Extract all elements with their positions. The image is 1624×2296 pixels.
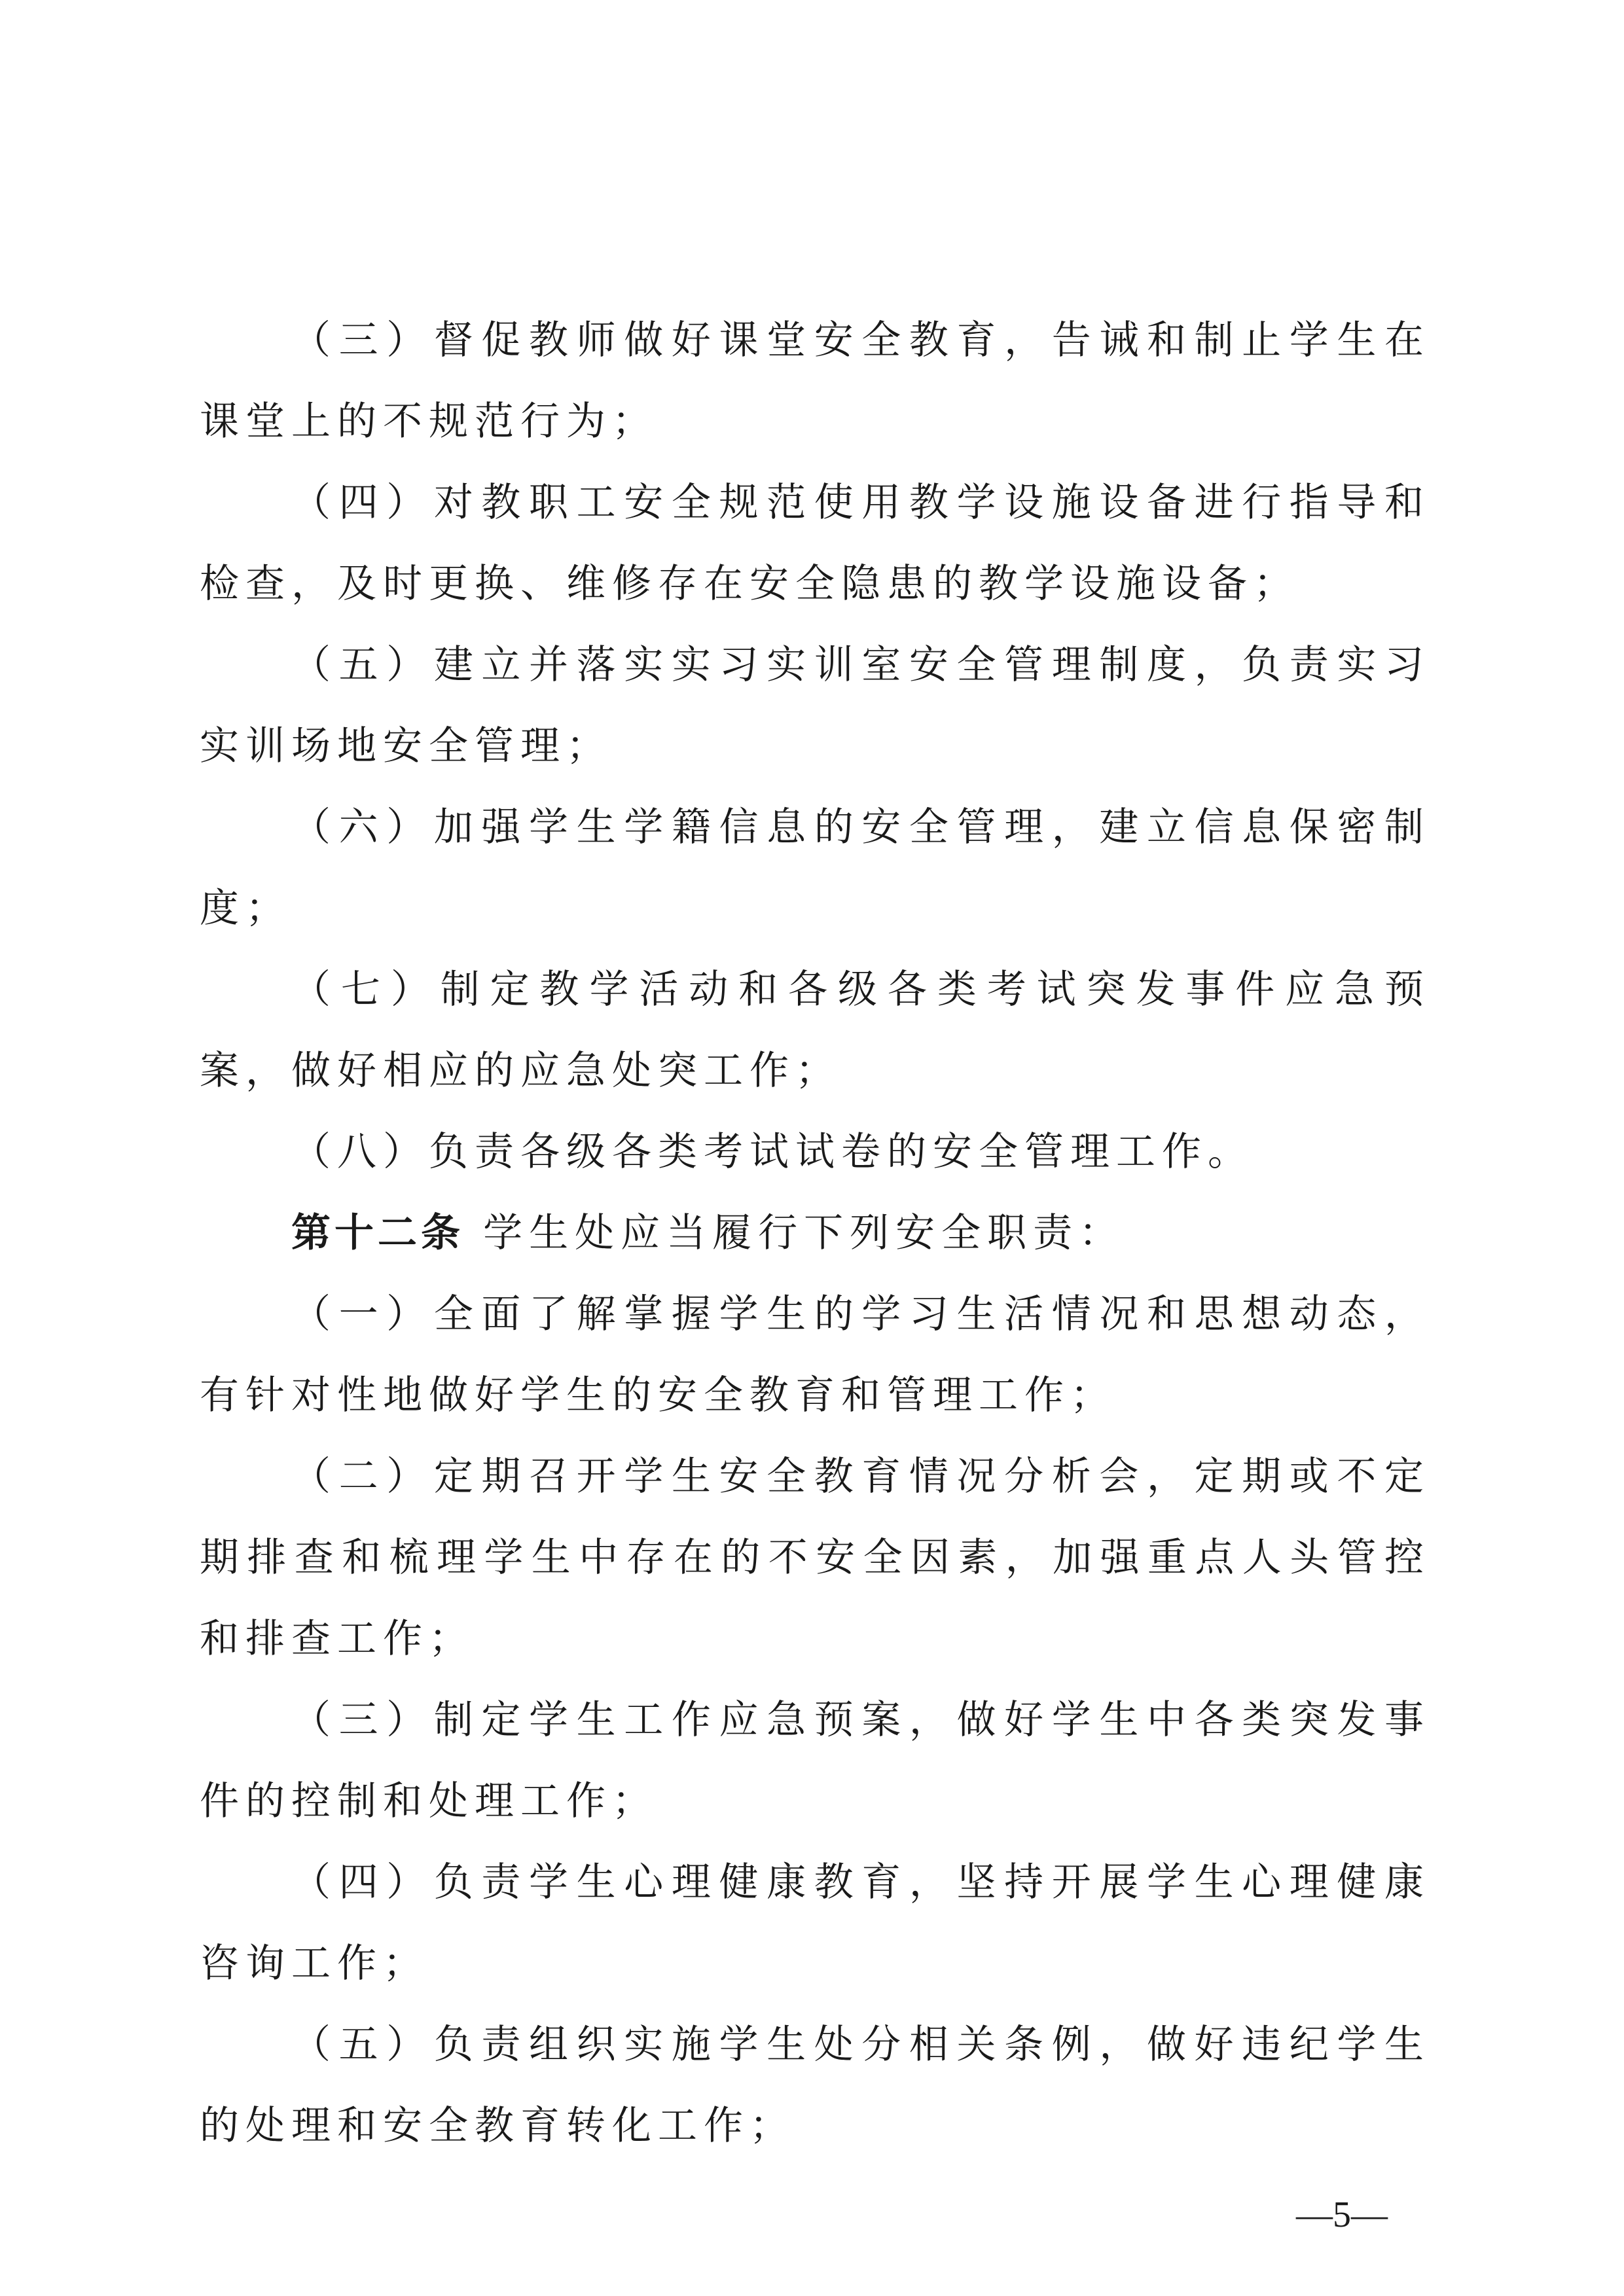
paragraph-article-12: 第十二条 学生处应当履行下列安全职责： (291, 1210, 1125, 1256)
paragraph-item-7-clause: （七）制定教学活动和各级各类考试突发事件应急预案，做好相应的应急处突工作； (200, 967, 1430, 1094)
page-number: —5— (1296, 2195, 1388, 2235)
paragraph-item-6-clause: （六）加强学生学籍信息的安全管理，建立信息保密制度； (200, 804, 1430, 931)
paragraph-item-3-duty: （三）制定学生工作应急预案，做好学生中各类突发事件的控制和处理工作； (200, 1697, 1430, 1824)
paragraph-item-2-duty: （二）定期召开学生安全教育情况分析会，定期或不定期排查和梳理学生中存在的不安全因素，加强重点人头管控和排查工作； (200, 1454, 1430, 1662)
article-heading: 第十二条 (291, 1210, 464, 1256)
paragraph-item-8-clause: （八）负责各级各类考试试卷的安全管理工作。 (291, 1129, 1254, 1175)
paragraph-item-5-duty: （五）负责组织实施学生处分相关条例，做好违纪学生的处理和安全教育转化工作； (200, 2022, 1430, 2149)
paragraph-item-5-clause: （五）建立并落实实习实训室安全管理制度，负责实习实训场地安全管理； (200, 642, 1430, 769)
body-text (200, 300, 1430, 2166)
paragraph-item-3-clause: （三）督促教师做好课堂安全教育，告诫和制止学生在课堂上的不规范行为； (200, 317, 1430, 444)
article-spacer (464, 1210, 483, 1256)
paragraph-item-4-clause: （四）对教职工安全规范使用教学设施设备进行指导和检查，及时更换、维修存在安全隐患的教学设施设备； (200, 480, 1430, 607)
paragraph-item-4-duty: （四）负责学生心理健康教育，坚持开展学生心理健康咨询工作； (200, 1859, 1430, 1986)
paragraph-item-1-duty: （一）全面了解掌握学生的学习生活情况和思想动态，有针对性地做好学生的安全教育和管理工作； (200, 1291, 1430, 1418)
